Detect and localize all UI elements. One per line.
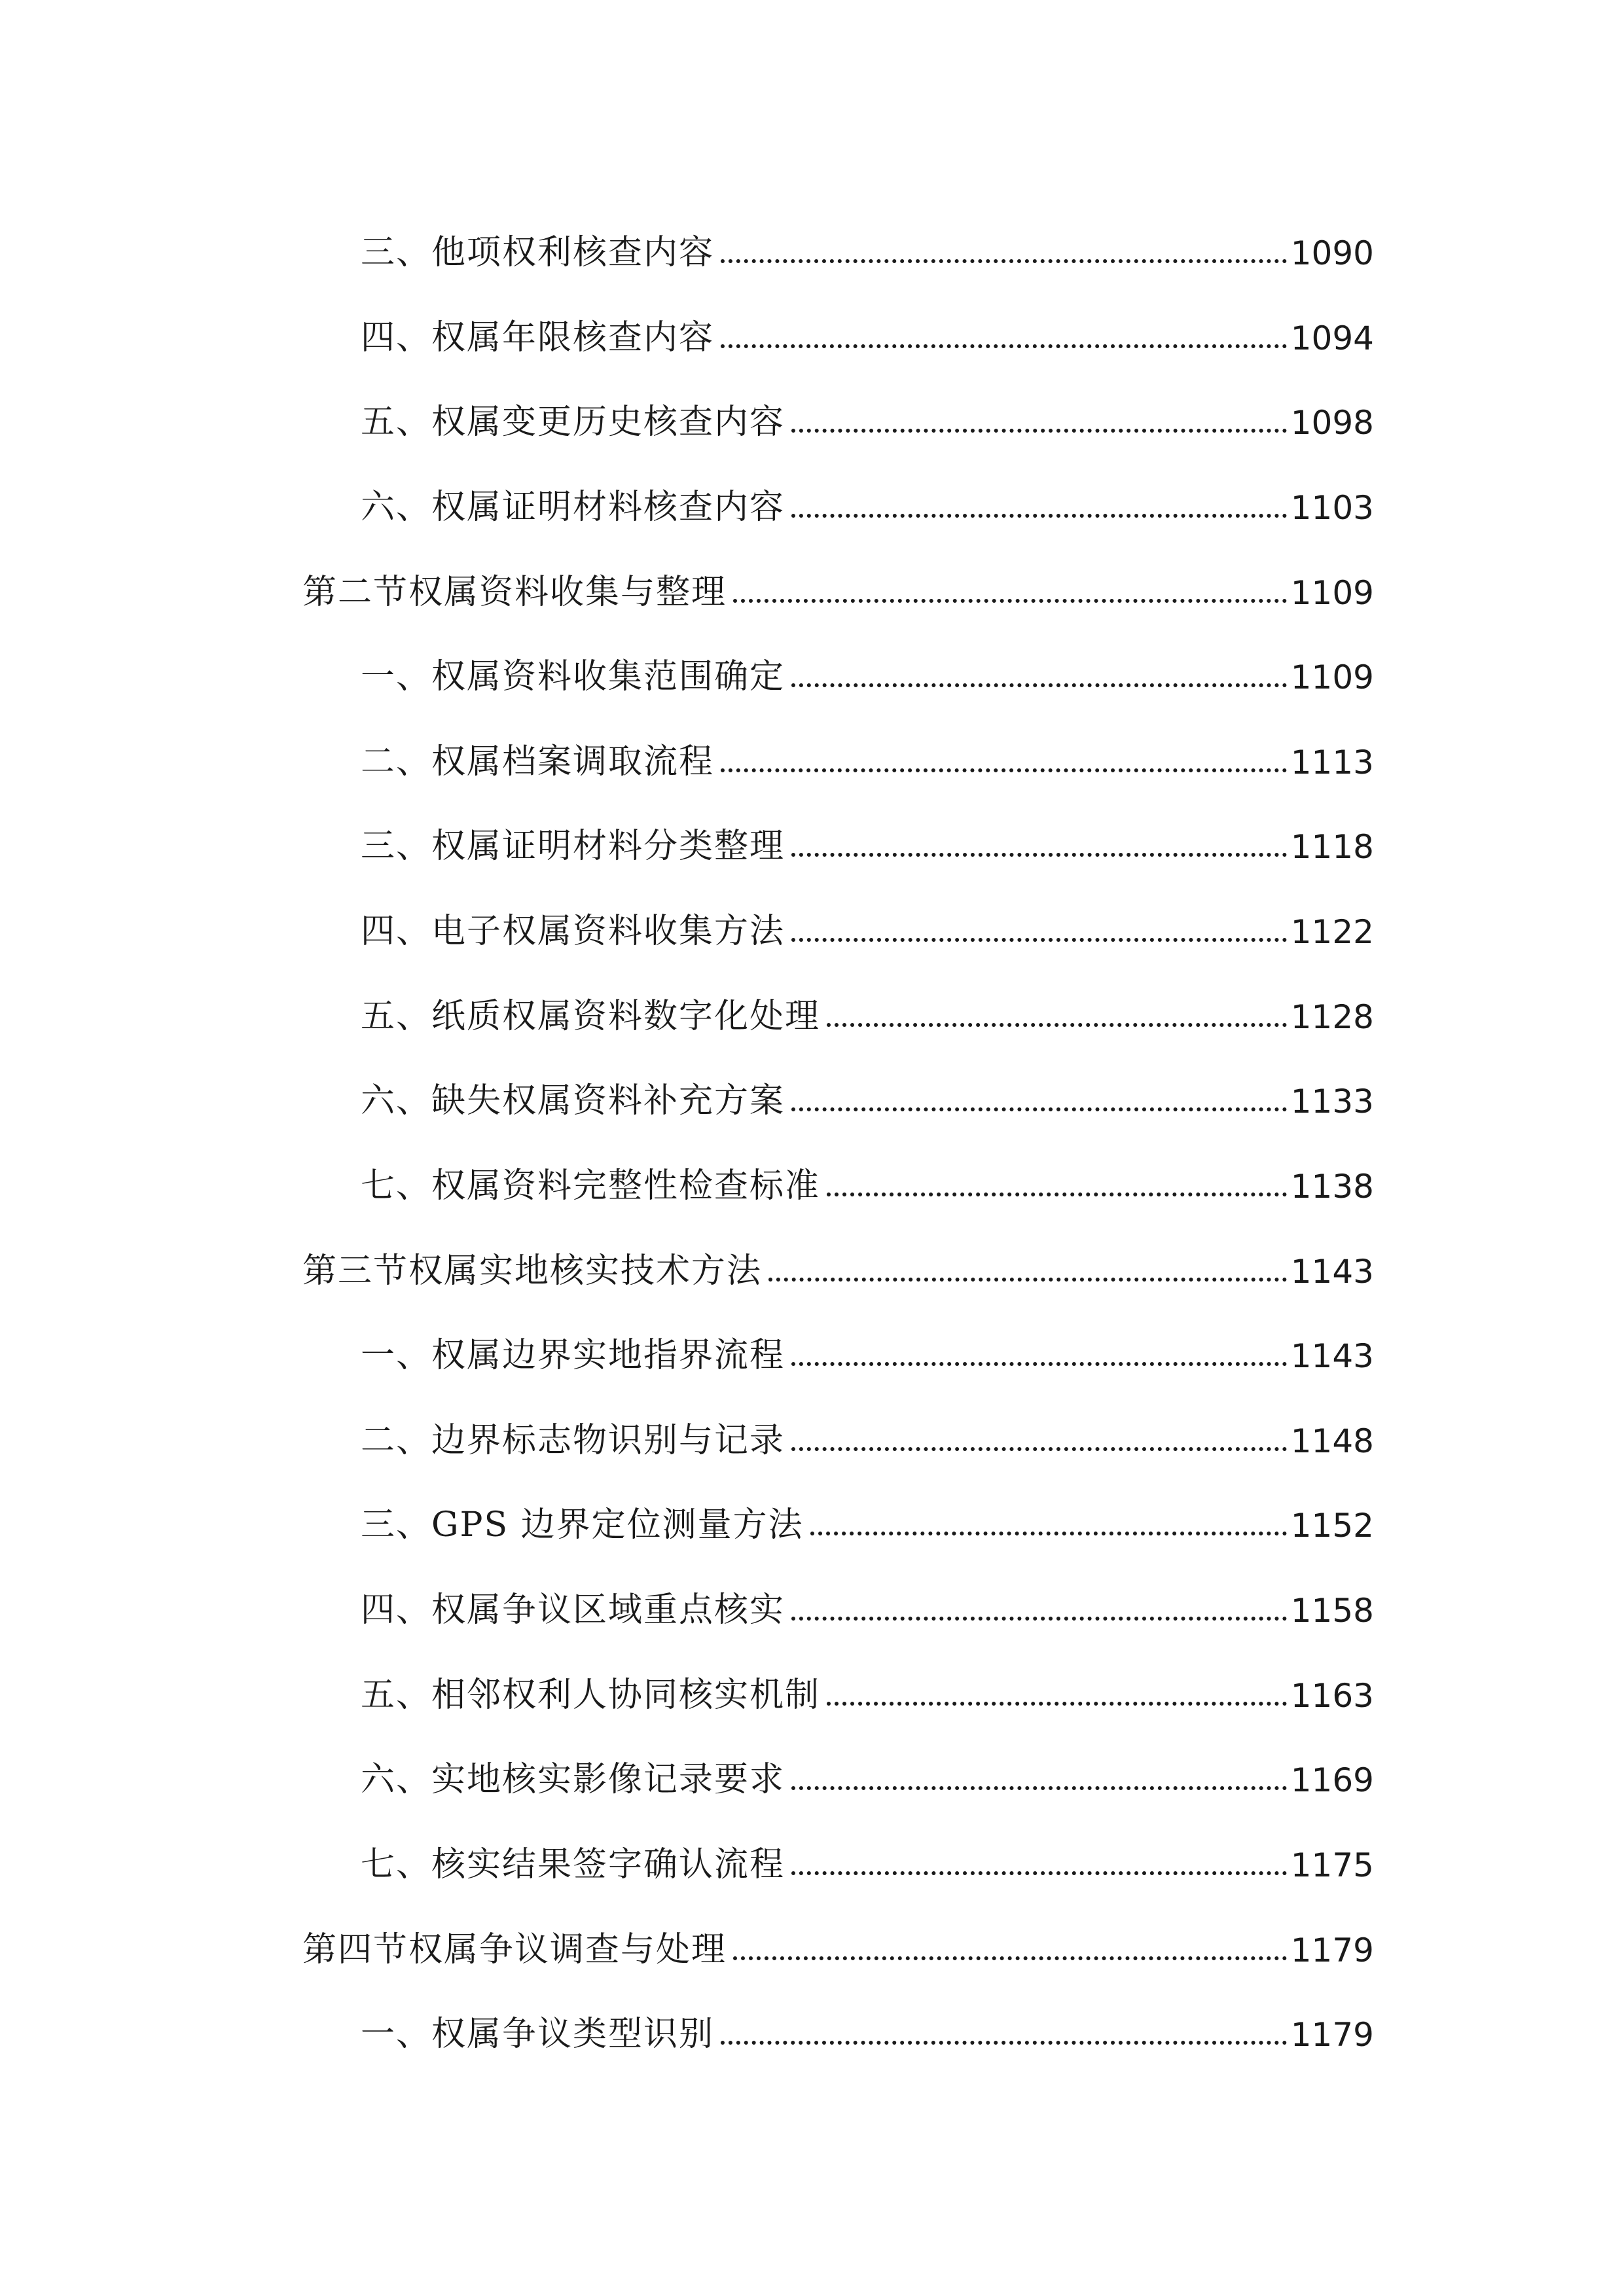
toc-page-number: 1143 — [1290, 1337, 1374, 1375]
toc-page-number: 1128 — [1290, 998, 1374, 1036]
toc-entry-title: 三、他项权利核查内容 — [361, 233, 715, 272]
toc-entry[interactable] — [361, 211, 1374, 270]
toc-dot-leader — [721, 344, 1287, 348]
toc-entry[interactable] — [361, 1314, 1374, 1375]
toc-entry-title: 第二节权属资料收集与整理 — [302, 573, 727, 612]
toc-page-number: 1094 — [1290, 319, 1374, 357]
toc-dot-leader — [791, 1617, 1287, 1621]
toc-entry[interactable] — [361, 296, 1374, 355]
toc-entry[interactable] — [361, 1568, 1374, 1630]
toc-dot-leader — [791, 1107, 1287, 1111]
toc-page-number: 1122 — [1290, 913, 1374, 951]
toc-page-number: 1113 — [1290, 744, 1374, 781]
toc-entry-title: 七、权属资料完整性检查标准 — [361, 1166, 821, 1206]
toc-page-number: 1098 — [1290, 404, 1374, 442]
toc-dot-leader — [827, 1702, 1287, 1706]
toc-page-number: 1138 — [1290, 1168, 1374, 1206]
toc-entry[interactable] — [361, 1059, 1374, 1121]
toc-page-number: 1169 — [1290, 1761, 1374, 1799]
toc-entry[interactable] — [361, 1144, 1374, 1206]
toc-entry[interactable] — [361, 804, 1374, 866]
toc-entry[interactable] — [361, 1992, 1374, 2054]
toc-dot-leader — [827, 1193, 1287, 1196]
toc-page-number: 1158 — [1290, 1592, 1374, 1630]
toc-entry[interactable] — [361, 635, 1374, 694]
toc-page-number: 1152 — [1290, 1507, 1374, 1545]
toc-entry-title: 七、核实结果签字确认流程 — [361, 1845, 785, 1884]
toc-section-entry[interactable] — [302, 550, 1374, 612]
toc-entry-title: 六、权属证明材料核查内容 — [361, 488, 785, 527]
toc-dot-leader — [721, 259, 1287, 263]
toc-dot-leader — [733, 599, 1287, 603]
toc-entry-title: 四、电子权属资料收集方法 — [361, 912, 785, 951]
toc-entry[interactable] — [361, 1483, 1374, 1545]
toc-page-number: 1175 — [1290, 1846, 1374, 1884]
toc-entry-title: 四、权属争议区域重点核实 — [361, 1590, 785, 1630]
toc-page-number: 1133 — [1290, 1083, 1374, 1121]
toc-entry-title: 二、权属档案调取流程 — [361, 742, 715, 781]
toc-page-number: 1163 — [1290, 1677, 1374, 1715]
toc-entry[interactable] — [361, 1399, 1374, 1458]
toc-entry-title: 三、权属证明材料分类整理 — [361, 827, 785, 866]
toc-dot-leader — [721, 2041, 1287, 2045]
toc-dot-leader — [768, 1278, 1287, 1282]
toc-entry-title: 第三节权属实地核实技术方法 — [302, 1251, 763, 1291]
toc-dot-leader — [791, 429, 1287, 433]
toc-dot-leader — [791, 1362, 1287, 1366]
toc-section-entry[interactable] — [302, 1229, 1374, 1291]
toc-entry-title: 四、权属年限核查内容 — [361, 318, 715, 357]
toc-dot-leader — [791, 1871, 1287, 1875]
toc-entry-title: 一、权属资料收集范围确定 — [361, 657, 785, 696]
toc-section-entry[interactable] — [302, 1908, 1374, 1967]
toc-entry[interactable] — [361, 380, 1374, 442]
toc-page-number: 1118 — [1290, 828, 1374, 866]
toc-dot-leader — [791, 938, 1287, 942]
toc-dot-leader — [791, 1447, 1287, 1451]
toc-entry[interactable] — [361, 975, 1374, 1036]
toc-dot-leader — [810, 1532, 1287, 1535]
toc-page-number: 1103 — [1290, 489, 1374, 527]
toc-entry-title: 一、权属争议类型识别 — [361, 2015, 715, 2054]
toc-entry-title: 三、GPS 边界定位测量方法 — [361, 1505, 804, 1545]
toc-entry[interactable] — [361, 465, 1374, 527]
toc-page-number: 1179 — [1290, 1931, 1374, 1969]
toc-dot-leader — [827, 1023, 1287, 1027]
toc-entry[interactable] — [361, 889, 1374, 951]
toc-entry-title: 六、缺失权属资料补充方案 — [361, 1081, 785, 1121]
toc-page-number: 1090 — [1290, 234, 1374, 272]
toc-dot-leader — [791, 683, 1287, 687]
toc-dot-leader — [791, 1786, 1287, 1790]
toc-page-number: 1148 — [1290, 1422, 1374, 1460]
toc-entry[interactable] — [361, 1738, 1374, 1797]
toc-entry-title: 五、权属变更历史核查内容 — [361, 403, 785, 442]
toc-entry-title: 一、权属边界实地指界流程 — [361, 1336, 785, 1375]
toc-dot-leader — [733, 1956, 1287, 1960]
toc-entry[interactable] — [361, 720, 1374, 779]
toc-page-number: 1179 — [1290, 2016, 1374, 2054]
toc-entry-title: 第四节权属争议调查与处理 — [302, 1930, 727, 1969]
toc-dot-leader — [791, 853, 1287, 857]
toc-entry[interactable] — [361, 1653, 1374, 1715]
toc-entry-title: 五、纸质权属资料数字化处理 — [361, 997, 821, 1036]
toc-entry[interactable] — [361, 1823, 1374, 1882]
toc-entry-title: 六、实地核实影像记录要求 — [361, 1760, 785, 1799]
toc-entry-title: 二、边界标志物识别与记录 — [361, 1421, 785, 1460]
toc-dot-leader — [791, 514, 1287, 518]
toc-page-number: 1143 — [1290, 1253, 1374, 1291]
toc-dot-leader — [721, 768, 1287, 772]
toc-page-number: 1109 — [1290, 574, 1374, 612]
toc-entry-title: 五、相邻权利人协同核实机制 — [361, 1676, 821, 1715]
toc-page-number: 1109 — [1290, 658, 1374, 696]
